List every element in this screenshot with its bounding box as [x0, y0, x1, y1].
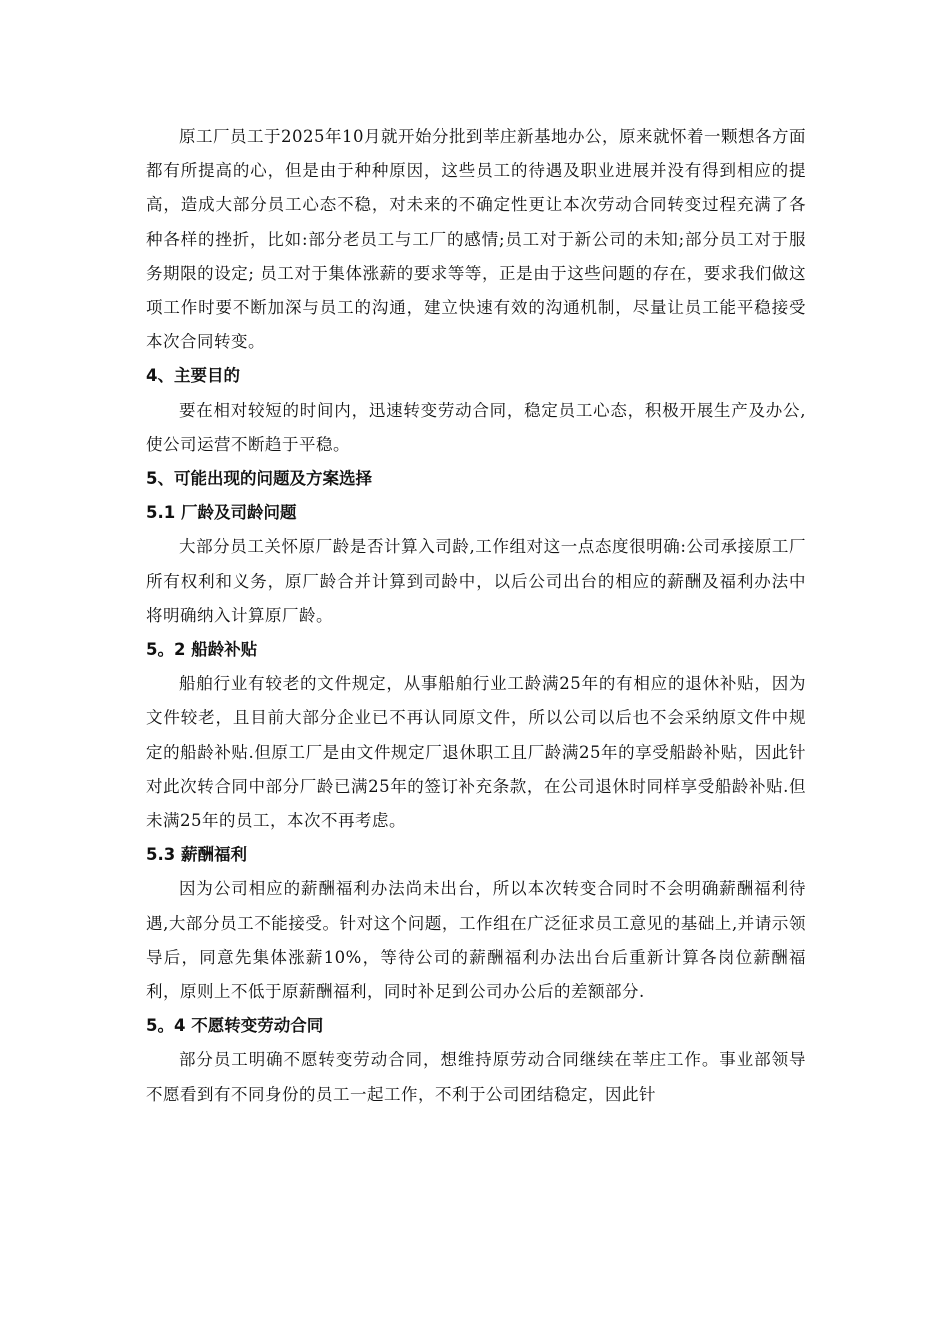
heading-refuse-contract-change: 5。4 不愿转变劳动合同	[146, 1016, 324, 1036]
document-page	[146, 120, 806, 1112]
heading-main-purpose: 4、主要目的	[146, 366, 240, 386]
paragraph-refuse-contract-change: 部分员工明确不愿转变劳动合同，想维持原劳动合同继续在莘庄工作。事业部领导不愿看到有不同身份的员工一起工作，不利于公司团结稳定，因此针	[146, 1050, 806, 1104]
heading-factory-seniority: 5.1 厂龄及司龄问题	[146, 503, 297, 523]
heading-salary-benefits: 5.3 薪酬福利	[146, 845, 247, 865]
paragraph-main-purpose: 要在相对较短的时间内，迅速转变劳动合同，稳定员工心态，积极开展生产及办公,使公司运营不断趋于平稳。	[146, 400, 806, 454]
paragraph-intro: 原工厂员工于2025年10月就开始分批到莘庄新基地办公，原来就怀着一颗想各方面都有所提高的心，但是由于种种原因，这些员工的待遇及职业进展并没有得到相应的提高，造成大部分员工心态不稳，对未来的不确定性更让本次劳动合同转变过程充满了各种各样的挫折，比如:部分老员工与工厂的感情;员工对于新公司的未知;部分员工对于服务期限的设定; 员工对于集体涨薪的要求等等，正是由于这些问题的存在，要求我们做这项工作时要不断加深与员工的沟通，建立快速有效的沟通机制，尽量让员工能平稳接受本次合同转变。	[146, 127, 806, 352]
heading-ship-seniority-subsidy: 5。2 船龄补贴	[146, 640, 258, 660]
paragraph-ship-seniority-subsidy: 船舶行业有较老的文件规定，从事船舶行业工龄满25年的有相应的退休补贴，因为文件较老，且目前大部分企业已不再认同原文件，所以公司以后也不会采纳原文件中规定的船龄补贴.但原工厂是由文件规定厂退休职工且厂龄满25年的享受船龄补贴，因此针对此次转合同中部分厂龄已满25年的签订补充条款，在公司退休时同样享受船龄补贴.但未满25年的员工，本次不再考虑。	[146, 674, 806, 831]
paragraph-factory-seniority: 大部分员工关怀原厂龄是否计算入司龄,工作组对这一点态度很明确:公司承接原工厂所有权利和义务，原厂龄合并计算到司龄中，以后公司出台的相应的薪酬及福利办法中将明确纳入计算原厂龄。	[146, 537, 806, 625]
paragraph-salary-benefits: 因为公司相应的薪酬福利办法尚未出台，所以本次转变合同时不会明确薪酬福利待遇,大部分员工不能接受。针对这个问题，工作组在广泛征求员工意见的基础上,并请示领导后，同意先集体涨薪10%，等待公司的薪酬福利办法出台后重新计算各岗位薪酬福利，原则上不低于原薪酬福利，同时补足到公司办公后的差额部分.	[146, 879, 806, 1002]
heading-possible-problems: 5、可能出现的问题及方案选择	[146, 469, 372, 489]
